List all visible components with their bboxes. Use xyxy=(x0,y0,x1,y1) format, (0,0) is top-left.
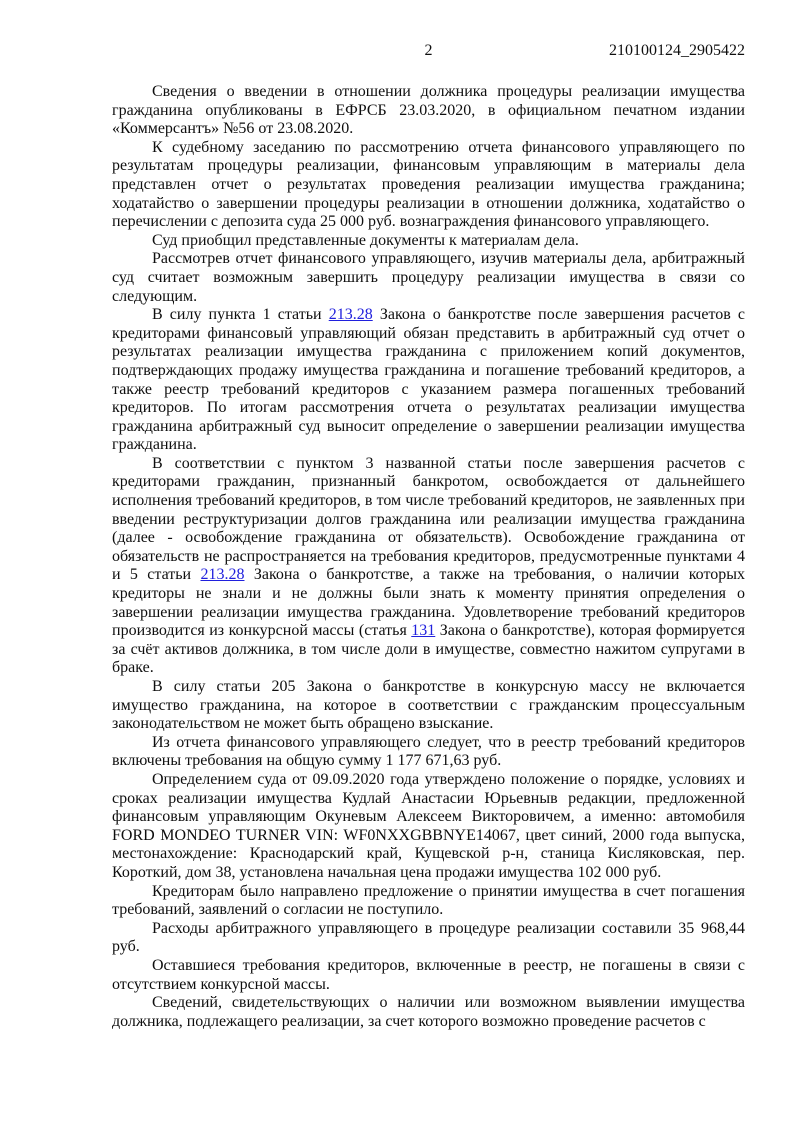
paragraph-text: Закона о банкротстве, а также на требования, о наличии которых кредиторы не знали и не должны были знать к моменту принятия определения о завершении реализации имущества гражданина. Удовлетворение требований кредиторов производится из конкурсной массы (статья xyxy=(112,566,746,640)
paragraph-text: Сведений, свидетельствующих о наличии или возможном выявлении имущества должника, подлежащего реализации, за счет которого возможно проведение расчетов с xyxy=(112,994,745,1030)
paragraph xyxy=(112,139,745,232)
paragraph-text: В силу статьи 205 Закона о банкротстве в конкурсную массу не включается имущество гражданина, на которое в соответствии с гражданским процессуальным законодательством не может быть обращено взыскание. xyxy=(112,678,745,733)
page-number: 2 xyxy=(424,42,433,59)
paragraph xyxy=(112,771,745,883)
paragraph-text: Суд приобщил представленные документы к материалам дела. xyxy=(152,231,579,249)
statute-link[interactable]: 213.28 xyxy=(200,566,245,584)
paragraph xyxy=(112,83,745,139)
paragraph-text: Сведения о введении в отношении должника процедуры реализации имущества гражданина опубликованы в ЕФРСБ 23.03.2020, в официальном печатном издании «Коммерсантъ» №56 от 23.08.2020. xyxy=(112,83,745,138)
paragraph xyxy=(112,920,745,957)
paragraph xyxy=(112,734,745,771)
paragraph-text: Рассмотрев отчет финансового управляющего, изучив материалы дела, арбитражный суд считает возможным завершить процедуру реализации имущества в связи со следующим. xyxy=(112,250,745,305)
paragraph xyxy=(112,678,745,734)
paragraph-text: Закона о банкротстве после завершения расчетов с кредиторами финансовый управляющий обязан представить в арбитражный суд отчет о результатах реализации имущества гражданина с приложением копий документов, подтверждающих продажу имущества гражданина и погашение требований кредиторов, а также реестр требований кредиторов с указанием размера погашенных требований кредиторов. По итогам рассмотрения отчета о результатах реализации имущества гражданина арбитражный суд выносит определение о завершении реализации имущества гражданина. xyxy=(112,306,745,454)
paragraph-text: Оставшиеся требования кредиторов, включенные в реестр, не погашены в связи с отсутствием конкурсной массы. xyxy=(112,956,745,993)
paragraph-text: Из отчета финансового управляющего следует, что в реестр требований кредиторов включены требования на общую сумму 1 177 671,63 руб. xyxy=(112,733,745,770)
paragraph-text: Закона о банкротстве), которая формируется за счёт активов должника, в том числе доли в имуществе, совместно нажитом супругами в браке. xyxy=(112,622,745,677)
paragraph-text: Расходы арбитражного управляющего в процедуре реализации составили 35 968,44 руб. xyxy=(112,919,745,956)
paragraph xyxy=(112,250,745,306)
paragraph-text: Кредиторам было направлено предложение о принятии имущества в счет погашения требований, заявлений о согласии не поступило. xyxy=(112,882,745,919)
paragraph xyxy=(112,306,745,455)
paragraph xyxy=(112,994,745,1031)
paragraph-text: В силу пункта 1 статьи xyxy=(152,306,329,324)
paragraph-text: Определением суда от 09.09.2020 года утверждено положение о порядке, условиях и сроках реализации имущества Кудлай Анастасии Юрьевныв редакции, предложенной финансовым управляющим Окуневым Алексеем Викторовичем, а именно: автомобиля FORD MONDEO TURNER VIN: WF0NXXGBBNYE14067, цвет синий, 2000 года выпуска, местонахождение: Краснодарский край, Кущевской р-н, станица Кисляковская, пер. Короткий, дом 38, установлена начальная цена продажи имущества 102 000 руб. xyxy=(112,770,745,881)
page-header xyxy=(112,41,745,61)
paragraph xyxy=(112,232,745,251)
paragraph xyxy=(112,957,745,994)
paragraph xyxy=(112,455,745,678)
document-id: 210100124_2905422 xyxy=(609,42,745,59)
paragraph-text: В соответствии с пунктом 3 названной статьи после завершения расчетов с кредиторами гражданин, признанный банкротом, освобождается от дальнейшего исполнения требований кредиторов, в том числе требований кредиторов, не заявленных при введении реструктуризации долгов гражданина или реализации имущества гражданина (далее - освобождение гражданина от обязательств). Освобождение гражданина от обязательств не распространяется на требования кредиторов, предусмотренные пунктами 4 и 5 статьи xyxy=(112,454,745,584)
document-body xyxy=(112,83,745,1031)
statute-link[interactable]: 213.28 xyxy=(328,306,373,324)
paragraph xyxy=(112,883,745,920)
paragraph-text: К судебному заседанию по рассмотрению отчета финансового управляющего по результатам процедуры реализации, финансовым управляющим в материалы дела представлен отчет о результатах проведения реализации имущества гражданина; ходатайство о завершении процедуры реализации в отношении должника, ходатайство о перечислении с депозита суда 25 000 руб. вознаграждения финансового управляющего. xyxy=(112,138,745,231)
statute-link[interactable]: 131 xyxy=(411,622,436,640)
